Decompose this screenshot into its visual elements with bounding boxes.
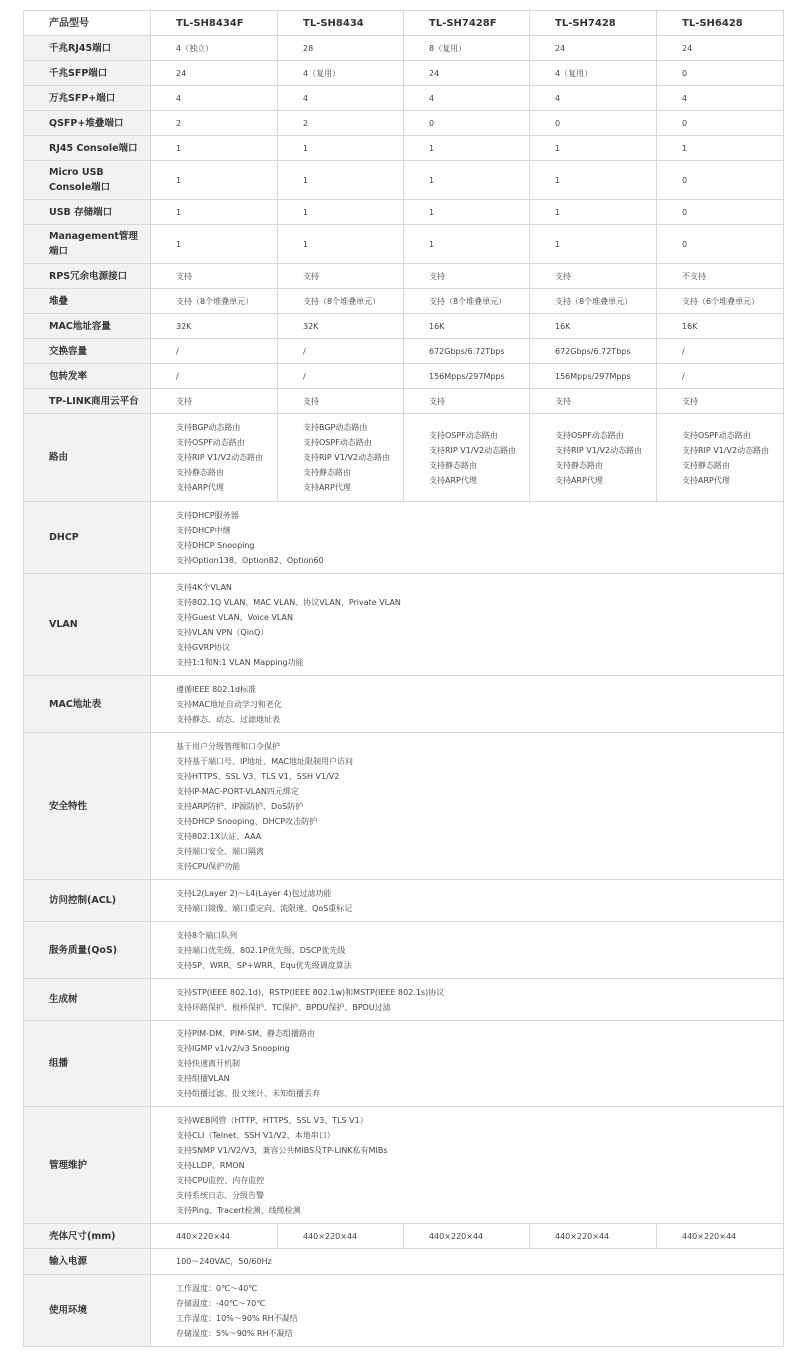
cell-line: 支持静态路由	[303, 468, 351, 477]
row-label: 千兆SFP端口	[24, 61, 151, 86]
cell-line: 支持ARP代理	[555, 475, 603, 485]
cell-line: 支持8个端口队列	[176, 930, 238, 940]
table-cell-span	[151, 1275, 784, 1347]
table-row	[24, 136, 784, 161]
row-label: USB 存储端口	[24, 200, 151, 225]
table-cell: 672Gbps/6.72Tbps	[404, 339, 530, 364]
row-label: 堆叠	[24, 289, 151, 314]
row-label: 安全特性	[24, 733, 151, 880]
cell-line: 支持Option138、Option82、Option60	[176, 555, 324, 565]
table-row	[24, 289, 784, 314]
header-cell: TL-SH8434F	[151, 11, 278, 36]
table-row	[24, 676, 784, 733]
cell-line: 支持IP-MAC-PORT-VLAN四元绑定	[176, 786, 299, 796]
cell-line: 支持LLDP、RMON	[176, 1160, 245, 1170]
table-row	[24, 339, 784, 364]
cell-line: 支持PIM-DM、PIM-SM、静态组播路由	[176, 1029, 315, 1038]
table-cell: 4	[151, 86, 278, 111]
table-cell: 156Mpps/297Mpps	[530, 364, 657, 389]
table-cell: 32K	[151, 314, 278, 339]
table-cell	[530, 414, 657, 502]
table-cell: 支持	[404, 389, 530, 414]
cell-line: 存储温度：-40℃～70℃	[176, 1298, 266, 1308]
cell-line: 基于用户分级管理和口令保护	[176, 741, 280, 751]
cell-line: 支持Ping、Tracert检测、线缆检测	[176, 1205, 301, 1215]
table-cell: 支持	[404, 264, 530, 289]
row-label: MAC地址表	[24, 676, 151, 733]
table-cell-span	[151, 1021, 784, 1107]
cell-line: 100～240VAC，50/60Hz	[176, 1257, 272, 1266]
table-cell: 24	[151, 61, 278, 86]
cell-line: 支持静态路由	[682, 460, 730, 470]
table-row	[24, 200, 784, 225]
table-cell: 支持（8个堆叠单元）	[404, 289, 530, 314]
cell-line: 支持CPU监控、内存监控	[176, 1175, 265, 1185]
row-label: MAC地址容量	[24, 314, 151, 339]
header-row	[24, 11, 784, 36]
table-cell: 1	[151, 225, 278, 264]
table-cell-span	[151, 502, 784, 574]
cell-line: 支持OSPF动态路由	[303, 438, 372, 447]
cell-line: 支持ARP代理	[429, 475, 477, 485]
cell-line: 支持VLAN VPN（QinQ）	[176, 627, 269, 637]
cell-line: 支持端口安全、端口隔离	[176, 846, 264, 856]
table-cell: /	[657, 339, 784, 364]
table-cell: 0	[657, 225, 784, 264]
cell-line: 支持RIP V1/V2动态路由	[176, 453, 264, 462]
cell-line: 支持HTTPS、SSL V3、TLS V1、SSH V1/V2	[176, 771, 340, 781]
table-cell: /	[278, 339, 404, 364]
table-cell: 2	[151, 111, 278, 136]
table-cell: /	[151, 364, 278, 389]
cell-line: 支持OSPF动态路由	[429, 430, 498, 440]
cell-line: 工作湿度：10%～90% RH不凝结	[176, 1313, 298, 1323]
table-row	[24, 979, 784, 1021]
table-cell: 0	[657, 111, 784, 136]
table-cell: 1	[278, 161, 404, 200]
cell-line: 支持STP(IEEE 802.1d)，RSTP(IEEE 802.1w)和MSTP(IEEE 802.1s)协议	[176, 987, 445, 997]
table-row	[24, 733, 784, 880]
table-cell: 16K	[657, 314, 784, 339]
cell-line: 支持DHCP Snooping	[176, 540, 255, 550]
table-cell: 1	[530, 200, 657, 225]
cell-line: 支持SNMP V1/V2/V3，兼容公共MIBS及TP-LINK私有MIBs	[176, 1145, 388, 1155]
table-cell: 16K	[530, 314, 657, 339]
table-cell: 4（复用）	[530, 61, 657, 86]
table-cell: 1	[657, 136, 784, 161]
table-cell	[657, 414, 784, 502]
cell-line: 支持ARP代理	[303, 483, 351, 492]
table-row	[24, 414, 784, 502]
row-label: TP-LINK商用云平台	[24, 389, 151, 414]
row-label: 千兆RJ45端口	[24, 36, 151, 61]
cell-line: 支持SP、WRR、SP+WRR、Equ优先级调度算法	[176, 960, 352, 970]
cell-line: 支持端口优先级、802.1P优先级、DSCP优先级	[176, 945, 346, 955]
table-cell-span	[151, 676, 784, 733]
table-row	[24, 1021, 784, 1107]
cell-line: 支持L2(Layer 2)～L4(Layer 4)包过滤功能	[176, 888, 332, 898]
table-cell: /	[657, 364, 784, 389]
cell-line: 支持GVRP协议	[176, 642, 231, 652]
table-cell: 1	[530, 161, 657, 200]
cell-line: 支持静态、动态、过滤地址表	[176, 714, 280, 724]
header-cell: TL-SH7428F	[404, 11, 530, 36]
table-cell-span	[151, 733, 784, 880]
table-cell: 支持	[278, 264, 404, 289]
table-row	[24, 1224, 784, 1249]
table-cell: 2	[278, 111, 404, 136]
table-cell	[404, 414, 530, 502]
row-label: 生成树	[24, 979, 151, 1021]
table-cell: 440×220×44	[657, 1224, 784, 1249]
row-label: 输入电源	[24, 1249, 151, 1275]
table-row	[24, 1275, 784, 1347]
table-row	[24, 389, 784, 414]
table-row	[24, 61, 784, 86]
cell-line: 支持静态路由	[429, 460, 477, 470]
table-cell: 156Mpps/297Mpps	[404, 364, 530, 389]
table-cell: 支持（6个堆叠单元）	[657, 289, 784, 314]
table-row	[24, 86, 784, 111]
table-cell: 0	[530, 111, 657, 136]
table-cell: 支持	[530, 389, 657, 414]
table-cell: 支持（8个堆叠单元）	[278, 289, 404, 314]
row-label: 使用环境	[24, 1275, 151, 1347]
cell-line: 支持OSPF动态路由	[682, 430, 751, 440]
cell-line: 支持MAC地址自动学习和老化	[176, 699, 282, 709]
table-cell: 672Gbps/6.72Tbps	[530, 339, 657, 364]
cell-line: 支持WEB网管（HTTP、HTTPS、SSL V3、TLS V1）	[176, 1115, 368, 1125]
table-cell: 1	[404, 225, 530, 264]
table-cell	[151, 414, 278, 502]
table-cell: 1	[530, 225, 657, 264]
table-cell: 支持	[657, 389, 784, 414]
row-label: 壳体尺寸(mm)	[24, 1224, 151, 1249]
table-cell: 1	[404, 136, 530, 161]
cell-line: 支持OSPF动态路由	[176, 438, 245, 447]
cell-line: 支持802.1X认证、AAA	[176, 831, 262, 841]
row-label: Management管理端口	[24, 225, 151, 264]
row-label: VLAN	[24, 574, 151, 676]
table-cell: 8（复用）	[404, 36, 530, 61]
cell-line: 支持ARP代理	[682, 475, 730, 485]
cell-line: 支持环路保护、根桥保护、TC保护、BPDU保护、BPDU过滤	[176, 1002, 391, 1012]
table-row	[24, 264, 784, 289]
row-label: 万兆SFP+端口	[24, 86, 151, 111]
cell-line: 支持CPU保护功能	[176, 861, 241, 871]
table-cell	[278, 414, 404, 502]
cell-line: 支持Guest VLAN、Voice VLAN	[176, 612, 294, 622]
cell-line: 支持组播VLAN	[176, 1074, 230, 1083]
table-cell: 支持	[530, 264, 657, 289]
cell-line: 存储湿度：5%～90% RH不凝结	[176, 1328, 293, 1338]
header-cell: TL-SH6428	[657, 11, 784, 36]
cell-line: 支持1:1和N:1 VLAN Mapping功能	[176, 657, 304, 667]
table-cell: 1	[404, 161, 530, 200]
cell-line: 支持RIP V1/V2动态路由	[429, 445, 517, 455]
cell-line: 支持基于端口号、IP地址、MAC地址限制用户访问	[176, 756, 354, 766]
cell-line: 支持静态路由	[176, 468, 224, 477]
table-row	[24, 314, 784, 339]
table-cell: 支持	[278, 389, 404, 414]
table-row	[24, 922, 784, 979]
cell-line: 支持OSPF动态路由	[555, 430, 624, 440]
row-label: QSFP+堆叠端口	[24, 111, 151, 136]
row-label: DHCP	[24, 502, 151, 574]
table-row	[24, 1107, 784, 1224]
table-cell: 1	[530, 136, 657, 161]
table-cell: 0	[404, 111, 530, 136]
cell-line: 支持DHCP Snooping、DHCP攻击防护	[176, 816, 318, 826]
table-cell: 4（独立）	[151, 36, 278, 61]
table-cell: 1	[278, 225, 404, 264]
cell-line: 支持RIP V1/V2动态路由	[303, 453, 391, 462]
table-cell: 支持（8个堆叠单元）	[151, 289, 278, 314]
table-cell: 16K	[404, 314, 530, 339]
header-cell: TL-SH8434	[278, 11, 404, 36]
table-row	[24, 502, 784, 574]
table-cell-span	[151, 574, 784, 676]
table-cell: 1	[278, 136, 404, 161]
table-cell: 4	[657, 86, 784, 111]
table-row	[24, 364, 784, 389]
cell-line: 支持端口镜像、端口重定向、流限速、QoS重标记	[176, 903, 353, 913]
cell-line: 支持DHCP服务器	[176, 510, 239, 520]
table-cell: /	[278, 364, 404, 389]
table-row	[24, 225, 784, 264]
table-cell-span	[151, 880, 784, 922]
spec-table-body	[24, 36, 784, 1347]
table-cell: 1	[151, 161, 278, 200]
table-cell-span	[151, 1249, 784, 1275]
row-label: Micro USB Console端口	[24, 161, 151, 200]
table-cell: 支持（8个堆叠单元）	[530, 289, 657, 314]
table-cell: 24	[530, 36, 657, 61]
cell-line: 支持组播过滤、报文统计、未知组播丢弃	[176, 1089, 320, 1098]
table-row	[24, 161, 784, 200]
table-cell: 32K	[278, 314, 404, 339]
table-cell: 440×220×44	[278, 1224, 404, 1249]
cell-line: 支持4K个VLAN	[176, 582, 232, 592]
table-cell: 440×220×44	[151, 1224, 278, 1249]
table-cell: /	[151, 339, 278, 364]
cell-line: 工作温度：0℃～40℃	[176, 1283, 258, 1293]
table-cell: 4	[404, 86, 530, 111]
table-cell: 1	[278, 200, 404, 225]
spec-table	[23, 10, 784, 1347]
table-cell: 0	[657, 161, 784, 200]
row-label: 组播	[24, 1021, 151, 1107]
row-label: RPS冗余电源接口	[24, 264, 151, 289]
table-cell: 24	[404, 61, 530, 86]
table-row	[24, 1249, 784, 1275]
row-label: RJ45 Console端口	[24, 136, 151, 161]
row-label: 路由	[24, 414, 151, 502]
cell-line: 支持DHCP中继	[176, 525, 231, 535]
table-cell: 0	[657, 200, 784, 225]
cell-line: 支持BGP动态路由	[176, 423, 241, 432]
row-label: 管理维护	[24, 1107, 151, 1224]
cell-line: 支持802.1Q VLAN、MAC VLAN、协议VLAN、Private VLAN	[176, 597, 401, 607]
row-label: 交换容量	[24, 339, 151, 364]
table-row	[24, 36, 784, 61]
table-cell-span	[151, 1107, 784, 1224]
table-cell: 440×220×44	[530, 1224, 657, 1249]
table-cell: 1	[151, 200, 278, 225]
table-cell: 28	[278, 36, 404, 61]
cell-line: 支持ARP防护、IP源防护、DoS防护	[176, 801, 304, 811]
table-cell: 440×220×44	[404, 1224, 530, 1249]
table-cell: 0	[657, 61, 784, 86]
table-cell: 支持	[151, 264, 278, 289]
cell-line: 支持快速离开机制	[176, 1059, 240, 1068]
table-row	[24, 574, 784, 676]
cell-line: 支持RIP V1/V2动态路由	[682, 445, 770, 455]
table-cell-span	[151, 922, 784, 979]
table-cell: 1	[404, 200, 530, 225]
table-cell: 1	[151, 136, 278, 161]
row-label: 包转发率	[24, 364, 151, 389]
header-cell: TL-SH7428	[530, 11, 657, 36]
table-row	[24, 111, 784, 136]
table-cell: 不支持	[657, 264, 784, 289]
cell-line: 支持IGMP v1/v2/v3 Snooping	[176, 1044, 290, 1053]
table-cell: 4	[530, 86, 657, 111]
table-cell: 支持	[151, 389, 278, 414]
cell-line: 支持ARP代理	[176, 483, 224, 492]
table-cell: 4（复用）	[278, 61, 404, 86]
cell-line: 支持静态路由	[555, 460, 603, 470]
cell-line: 支持CLI（Telnet、SSH V1/V2、本地串口）	[176, 1130, 335, 1140]
row-label: 服务质量(QoS)	[24, 922, 151, 979]
table-cell: 24	[657, 36, 784, 61]
cell-line: 遵循IEEE 802.1d标准	[176, 684, 257, 694]
table-cell: 4	[278, 86, 404, 111]
cell-line: 支持系统日志、分级告警	[176, 1190, 264, 1200]
table-cell-span	[151, 979, 784, 1021]
table-row	[24, 880, 784, 922]
header-cell: 产品型号	[24, 11, 151, 36]
cell-line: 支持BGP动态路由	[303, 423, 368, 432]
row-label: 访问控制(ACL)	[24, 880, 151, 922]
cell-line: 支持RIP V1/V2动态路由	[555, 445, 643, 455]
